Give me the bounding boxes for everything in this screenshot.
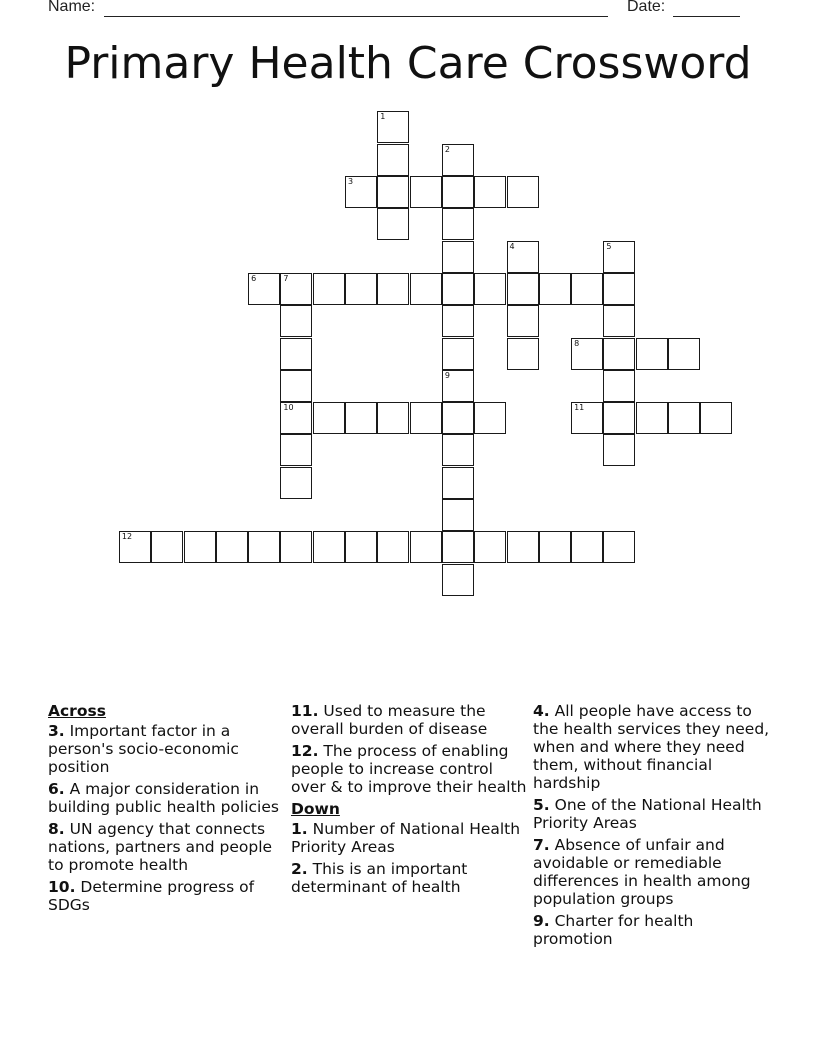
clue-text: This is an important determinant of health <box>291 860 468 896</box>
grid-cell[interactable] <box>474 273 506 305</box>
grid-cell[interactable] <box>571 531 603 563</box>
clue-text: UN agency that connects nations, partners and people to promote health <box>48 820 273 874</box>
grid-cell[interactable] <box>603 338 635 370</box>
grid-cell[interactable] <box>603 434 635 466</box>
grid-cell[interactable] <box>474 531 506 563</box>
grid-cell[interactable] <box>280 370 312 402</box>
clue-number: 9 <box>444 370 450 380</box>
clue-number: 6 <box>251 273 257 283</box>
grid-cell[interactable] <box>603 402 635 434</box>
grid-cell[interactable] <box>345 402 377 434</box>
grid-cell[interactable] <box>377 273 409 305</box>
clue-item <box>533 796 773 832</box>
grid-cell[interactable] <box>410 531 442 563</box>
grid-cell[interactable] <box>442 273 474 305</box>
grid-cell[interactable] <box>507 241 539 273</box>
grid-cell[interactable] <box>248 531 280 563</box>
clue-text: Charter for health promotion <box>533 912 694 948</box>
grid-cell[interactable] <box>442 144 474 176</box>
clue-number: 4 <box>509 241 515 251</box>
grid-cell[interactable] <box>377 208 409 240</box>
grid-cell[interactable] <box>313 273 345 305</box>
clue-number: 10 <box>283 403 294 413</box>
clue-number: 5 <box>606 241 612 251</box>
grid-cell[interactable] <box>280 305 312 337</box>
clue-text: Used to measure the overall burden of disease <box>291 702 488 738</box>
clue-item <box>291 820 531 856</box>
section-heading: Across <box>48 702 106 720</box>
clue-item <box>291 702 531 738</box>
grid-cell[interactable] <box>442 370 474 402</box>
clue-number-label: 1. <box>291 820 308 838</box>
clue-number-label: 12. <box>291 742 319 760</box>
grid-cell[interactable] <box>442 305 474 337</box>
grid-cell[interactable] <box>410 273 442 305</box>
clues-column-2 <box>291 702 531 900</box>
grid-cell[interactable] <box>345 273 377 305</box>
clue-text: One of the National Health Priority Areas <box>533 796 762 832</box>
clue-item <box>48 780 288 816</box>
grid-cell[interactable] <box>151 531 183 563</box>
grid-cell[interactable] <box>345 531 377 563</box>
grid-cell[interactable] <box>280 338 312 370</box>
clue-item <box>48 878 288 914</box>
clues-column-1 <box>48 702 288 918</box>
clue-text: Absence of unfair and avoidable or remediable differences in health among population groups <box>533 836 751 908</box>
clue-text: A major consideration in building public health policies <box>48 780 279 816</box>
grid-cell[interactable] <box>442 176 474 208</box>
grid-cell[interactable] <box>539 531 571 563</box>
grid-cell[interactable] <box>700 402 732 434</box>
grid-cell[interactable] <box>345 176 377 208</box>
grid-cell[interactable] <box>280 402 312 434</box>
grid-cell[interactable] <box>377 402 409 434</box>
clues-column-3 <box>533 702 773 952</box>
grid-cell[interactable] <box>603 241 635 273</box>
clue-item <box>48 722 288 776</box>
grid-cell[interactable] <box>571 338 603 370</box>
grid-cell[interactable] <box>119 531 151 563</box>
name-label: Name: <box>48 0 96 15</box>
grid-cell[interactable] <box>571 402 603 434</box>
clue-number-label: 2. <box>291 860 308 878</box>
clue-item <box>533 912 773 948</box>
clue-number: 3 <box>348 177 354 186</box>
clue-item <box>48 820 288 874</box>
grid-cell[interactable] <box>377 176 409 208</box>
clue-number: 11 <box>574 403 585 413</box>
grid-cell[interactable] <box>377 531 409 563</box>
grid-cell[interactable] <box>539 273 571 305</box>
clue-number-label: 4. <box>533 702 550 720</box>
clue-text: All people have access to the health services they need, when and where they need them, without financial hardship <box>533 702 770 792</box>
grid-cell[interactable] <box>280 531 312 563</box>
grid-cell[interactable] <box>442 241 474 273</box>
grid-cell[interactable] <box>603 273 635 305</box>
grid-cell[interactable] <box>474 402 506 434</box>
clue-number-label: 11. <box>291 702 319 720</box>
clue-number-label: 5. <box>533 796 550 814</box>
grid-cell[interactable] <box>507 531 539 563</box>
section-heading: Down <box>291 800 340 818</box>
grid-cell[interactable] <box>442 499 474 531</box>
grid-cell[interactable] <box>442 338 474 370</box>
clue-number-label: 7. <box>533 836 550 854</box>
clue-number: 2 <box>444 144 450 154</box>
page-title: Primary Health Care Crossword <box>64 38 752 89</box>
grid-cell[interactable] <box>313 402 345 434</box>
clue-number: 8 <box>574 338 580 348</box>
grid-cell[interactable] <box>442 531 474 563</box>
grid-cell[interactable] <box>603 531 635 563</box>
grid-cell[interactable] <box>636 338 668 370</box>
grid-cell[interactable] <box>410 176 442 208</box>
grid-cell[interactable] <box>507 305 539 337</box>
grid-cell[interactable] <box>410 402 442 434</box>
grid-cell[interactable] <box>377 144 409 176</box>
clue-text: Number of National Health Priority Areas <box>291 820 521 856</box>
grid-cell[interactable] <box>442 208 474 240</box>
grid-cell[interactable] <box>280 434 312 466</box>
clue-number-label: 6. <box>48 780 65 798</box>
grid-cell[interactable] <box>313 531 345 563</box>
grid-cell[interactable] <box>280 273 312 305</box>
clue-number-label: 10. <box>48 878 76 896</box>
grid-cell[interactable] <box>442 564 474 596</box>
grid-cell[interactable] <box>603 305 635 337</box>
clue-item <box>533 702 773 792</box>
grid-cell[interactable] <box>668 338 700 370</box>
grid-cell[interactable] <box>377 111 409 143</box>
grid-cell[interactable] <box>248 273 280 305</box>
grid-cell[interactable] <box>507 176 539 208</box>
clue-item <box>291 860 531 896</box>
clue-item <box>291 742 531 796</box>
grid-cell[interactable] <box>474 176 506 208</box>
grid-cell[interactable] <box>507 273 539 305</box>
date-label: Date: <box>627 0 666 15</box>
grid-cell[interactable] <box>507 338 539 370</box>
grid-cell[interactable] <box>636 402 668 434</box>
grid-cell[interactable] <box>442 434 474 466</box>
grid-cell[interactable] <box>571 273 603 305</box>
grid-cell[interactable] <box>216 531 248 563</box>
grid-cell[interactable] <box>668 402 700 434</box>
clue-number-label: 3. <box>48 722 65 740</box>
grid-cell[interactable] <box>442 467 474 499</box>
grid-cell[interactable] <box>603 370 635 402</box>
clue-text: The process of enabling people to increase control over & to improve their health <box>291 742 527 796</box>
clue-number: 12 <box>121 532 133 542</box>
grid-cell[interactable] <box>280 467 312 499</box>
clue-number-label: 8. <box>48 820 65 838</box>
grid-cell[interactable] <box>184 531 216 563</box>
clue-number: 1 <box>380 112 386 122</box>
clue-text: Determine progress of SDGs <box>48 878 255 914</box>
grid-cell[interactable] <box>442 402 474 434</box>
clue-item <box>533 836 773 908</box>
clue-number-label: 9. <box>533 912 550 930</box>
clue-number: 7 <box>283 273 289 283</box>
clue-text: Important factor in a person's socio-economic position <box>48 722 239 776</box>
